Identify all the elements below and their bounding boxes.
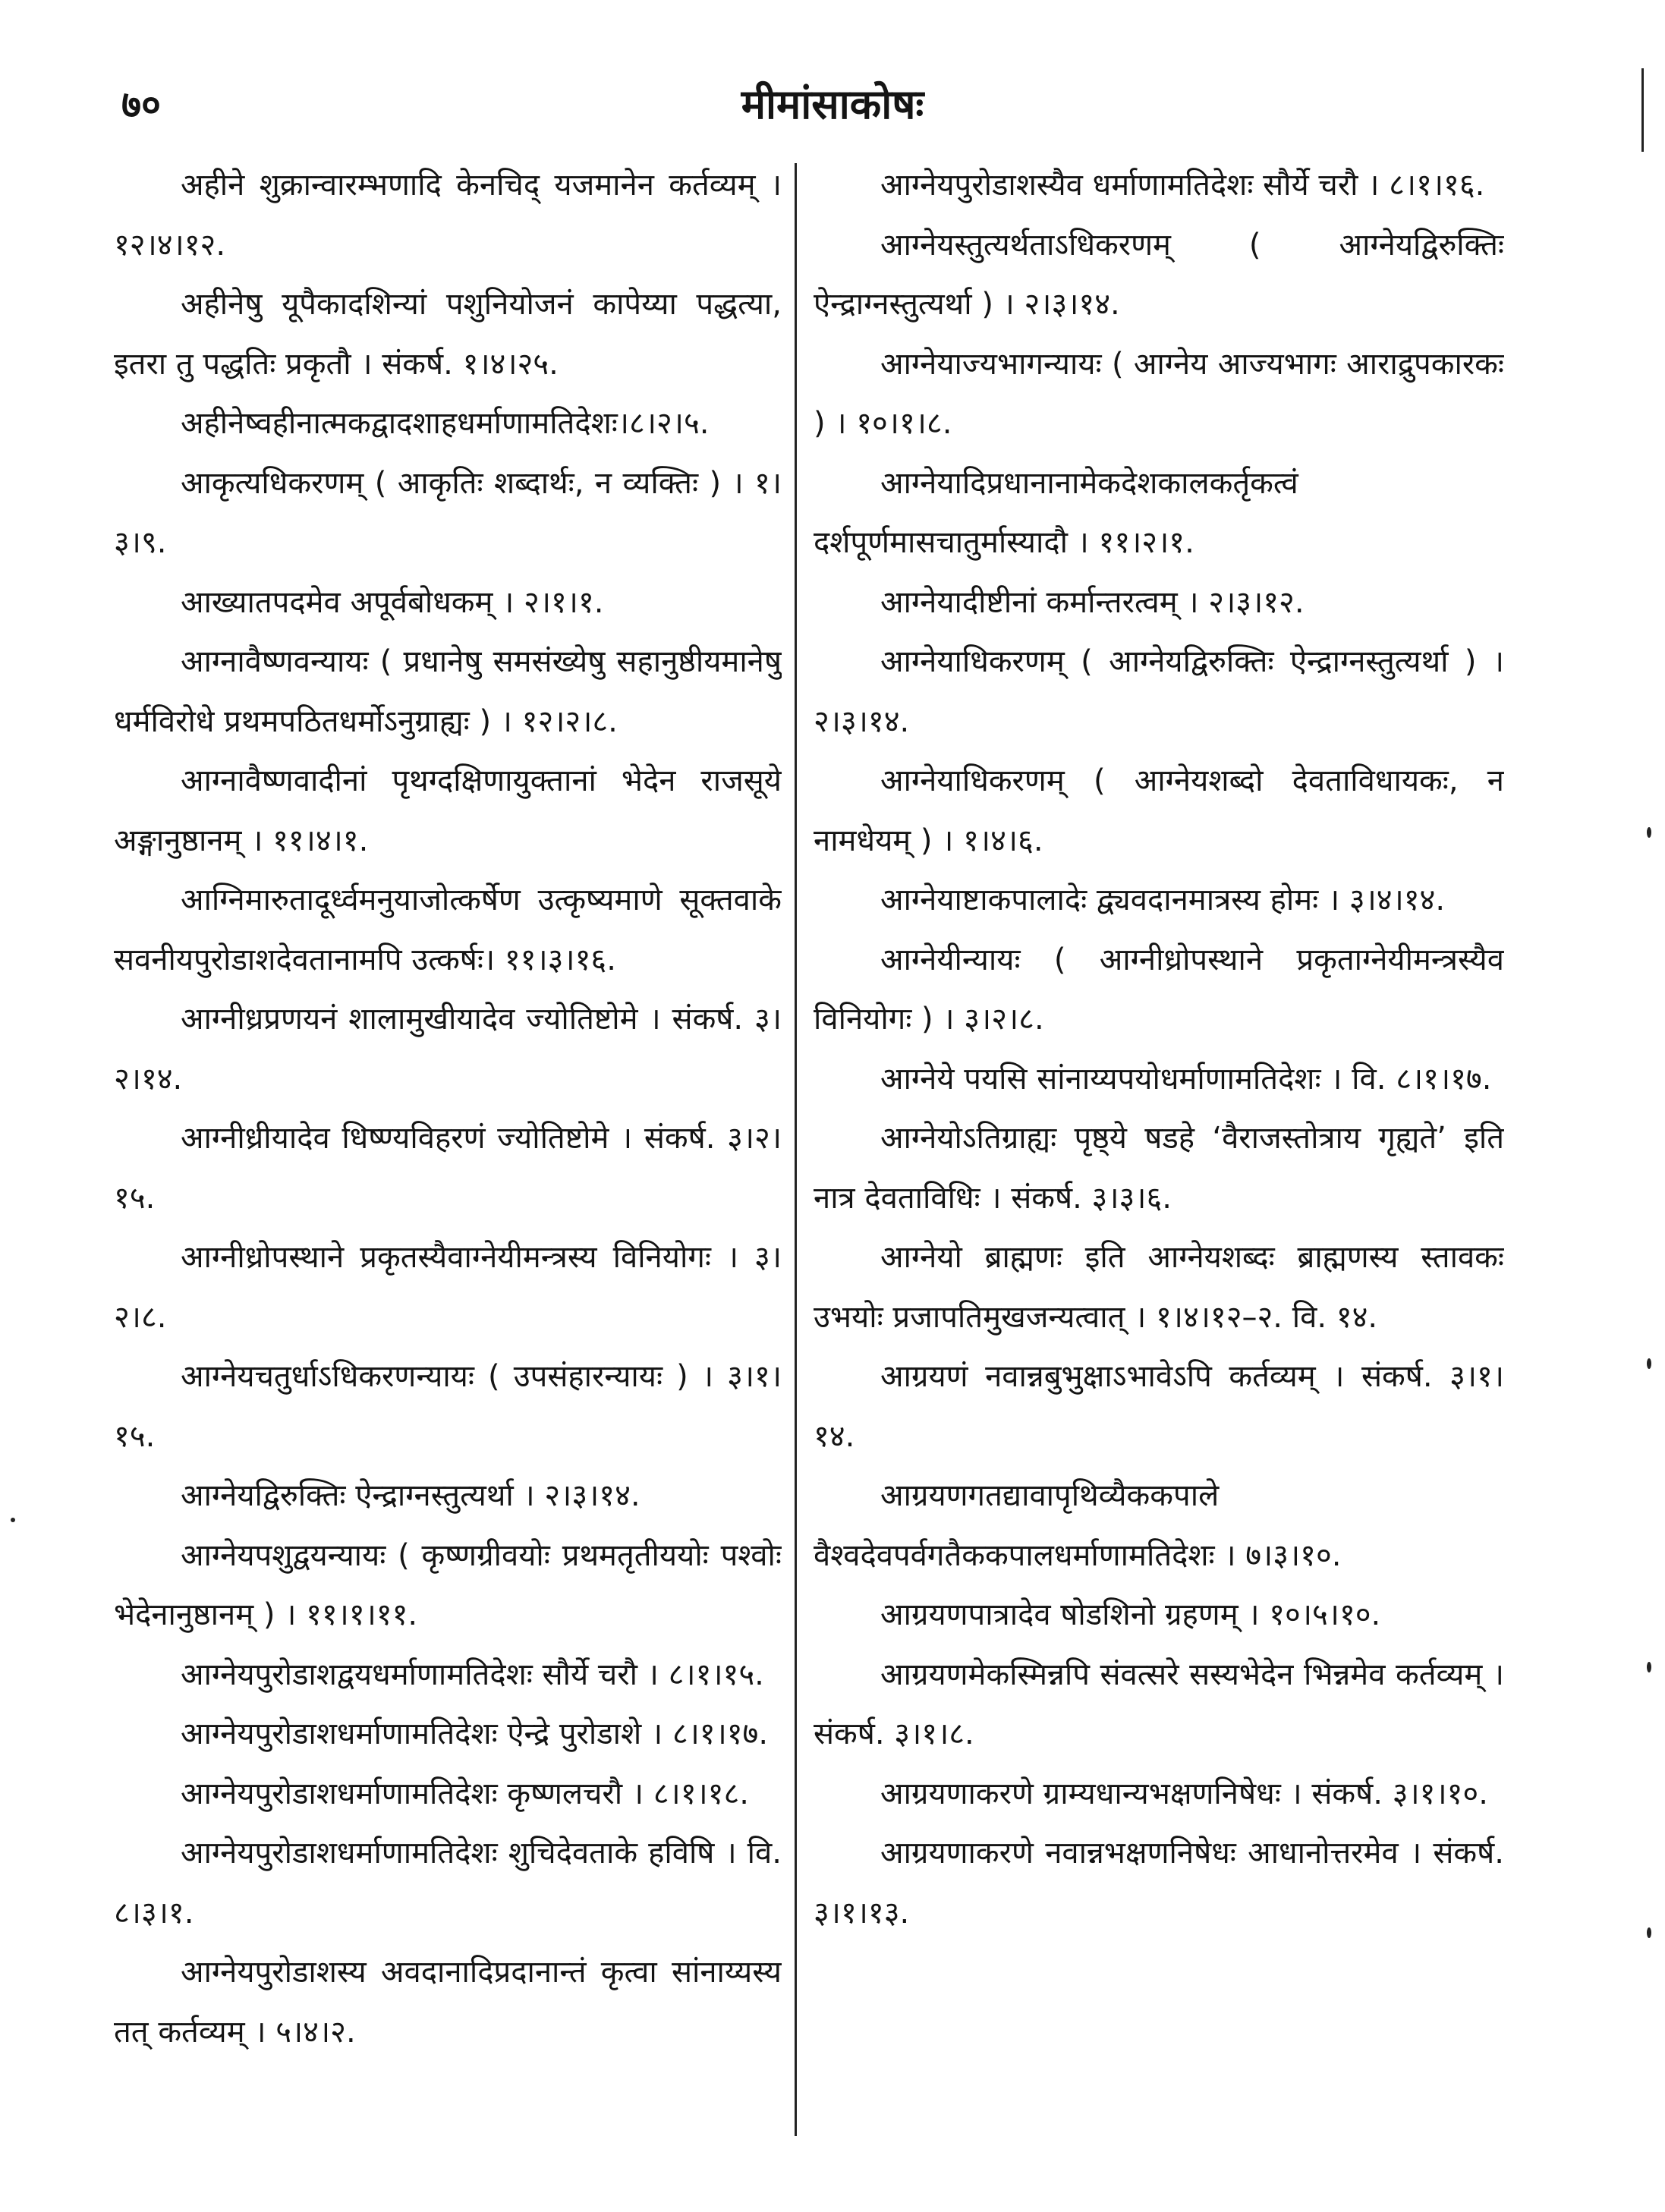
index-entry: आग्रयणमेकस्मिन्नपि संवत्सरे सस्यभेदेन भिन्नमेव कर्तव्यम् । संकर्ष. ३।१।८. <box>814 1657 1504 1751</box>
index-entry: अहीनेषु यूपैकादशिन्यां पशुनियोजनं कापेय्या पद्धत्या, इतरा तु पद्धतिः प्रकृतौ । संकर्ष. १।४।२५. <box>114 287 782 382</box>
index-entry: आग्नेयपुरोडाशधर्माणामतिदेशः शुचिदेवताके हविषि । वि. ८।३।१. <box>114 1836 782 1930</box>
index-entry: आग्नेयपुरोडाशधर्माणामतिदेशः कृष्णलचरौ । ८।१।१८. <box>181 1776 749 1811</box>
index-entry: आग्नेयस्तुत्यर्थताऽधिकरणम् ( आग्नेयद्विरुक्तिः ऐन्द्राग्नस्तुत्यर्था ) । २।३।१४. <box>814 227 1504 322</box>
index-entry: आग्निमारुतादूर्ध्वमनुयाजोत्कर्षेण उत्कृष्यमाणे सूक्तवाके सवनीयपुरोडाशदेवतानामपि उत्कर्षः। ११।३।१६. <box>114 883 782 977</box>
index-entry: आग्नेयादीष्टीनां कर्मान्तरत्वम् । २।३।१२. <box>880 584 1305 620</box>
left-column <box>114 156 782 2144</box>
scan-speck <box>1647 827 1651 838</box>
index-entry: आग्नेयपुरोडाशधर्माणामतिदेशः ऐन्द्रे पुरोडाशे । ८।१।१७. <box>181 1716 769 1751</box>
index-entry: आग्नेयीन्यायः ( आग्नीध्रोपस्थाने प्रकृताग्नेयीमन्त्रस्यैव विनियोगः ) । ३।२।८. <box>814 942 1504 1037</box>
index-entry: आग्नेयद्विरुक्तिः ऐन्द्राग्नस्तुत्यर्था । २।३।१४. <box>181 1478 641 1513</box>
index-entry: आग्नावैष्णवन्यायः ( प्रधानेषु समसंख्येषु सहानुष्ठीयमानेषु धर्मविरोधे प्रथमपठितधर्मोऽनुग्राह्यः ) । १२।२।८. <box>114 644 782 739</box>
scan-speck <box>1647 1927 1651 1938</box>
index-entry: आग्नेयपुरोडाशस्यैव धर्माणामतिदेशः सौर्ये चरौ । ८।१।१६. <box>880 168 1485 203</box>
index-entry: आग्नेयाधिकरणम् ( आग्नेयशब्दो देवताविधायकः, न नामधेयम् ) । १।४।६. <box>814 763 1504 858</box>
index-entry: आग्रयणाकरणे नवान्नभक्षणनिषेधः आधानोत्तरमेव । संकर्ष. ३।१।१३. <box>814 1836 1504 1930</box>
index-entry: अहीनेष्वहीनात्मकद्वादशाहधर्माणामतिदेशः।८।२।५. <box>181 406 710 441</box>
index-entry: आग्नेयो ब्राह्मणः इति आग्नेयशब्दः ब्राह्मणस्य स्तावकः उभयोः प्रजापतिमुखजन्यत्वात् । १।४।१२–२. वि. १४. <box>814 1240 1504 1335</box>
index-entry: आग्नेयाधिकरणम् ( आग्नेयद्विरुक्तिः ऐन्द्राग्नस्तुत्यर्था ) । २।३।१४. <box>814 644 1504 739</box>
running-head: मीमांसाकोषः <box>741 80 924 128</box>
index-entry: आग्नेयाज्यभागन्यायः ( आग्नेय आज्यभागः आराद्रुपकारकः ) । १०।१।८. <box>814 346 1504 441</box>
index-entry: आग्रयणपात्रादेव षोडशिनो ग्रहणम् । १०।५।१०. <box>880 1597 1381 1632</box>
index-entry: आग्नीध्रप्रणयनं शालामुखीयादेव ज्योतिष्टोमे । संकर्ष. ३।२।१४. <box>114 1002 782 1097</box>
index-entry: आग्नेयपुरोडाशस्य अवदानादिप्रदानान्तं कृत्वा सांनाय्यस्य तत् कर्तव्यम् । ५।४।२. <box>114 1955 782 2050</box>
index-entry: आग्नेयाष्टाकपालादेः द्व्यवदानमात्रस्य होमः । ३।४।१४. <box>880 883 1446 917</box>
index-entry: आग्रयणाकरणे ग्राम्यधान्यभक्षणनिषेधः । संकर्ष. ३।१।१०. <box>880 1776 1488 1811</box>
scan-speck <box>1647 1662 1651 1672</box>
scan-speck <box>1647 1358 1651 1369</box>
column-divider <box>795 163 797 2136</box>
index-entry: आग्नेयपशुद्वयन्यायः ( कृष्णग्रीवयोः प्रथमतृतीययोः पश्वोः भेदेनानुष्ठानम् ) । ११।१।११. <box>114 1537 782 1632</box>
index-entry: आग्नेये पयसि सांनाय्यपयोधर्माणामतिदेशः । वि. ८।१।१७. <box>880 1061 1492 1097</box>
index-entry: आग्नेयचतुर्धाऽधिकरणन्यायः ( उपसंहारन्यायः ) । ३।१।१५. <box>114 1359 782 1454</box>
page-number: ७० <box>121 83 161 127</box>
scan-speck <box>11 1518 15 1522</box>
index-entry: आकृत्यधिकरणम् ( आकृतिः शब्दार्थः, न व्यक्तिः ) । १।३।९. <box>114 465 782 560</box>
index-entry: आग्नीध्रीयादेव धिष्ण्यविहरणं ज्योतिष्टोमे । संकर्ष. ३।२।१५. <box>114 1121 782 1216</box>
index-entry: आग्नेयोऽतिग्राह्यः पृष्ठ्ये षडहे ‘वैराजस्तोत्राय गृह्यते’ इति नात्र देवताविधिः । संकर्ष. ३।३।६. <box>814 1121 1504 1216</box>
index-entry: आग्नेयादिप्रधानानामेकदेशकालकर्तृकत्वं दर्शपूर्णमासचातुर्मास्यादौ । ११।२।१. <box>814 465 1298 560</box>
index-entry: आख्यातपदमेव अपूर्वबोधकम् । २।१।१. <box>181 584 604 620</box>
index-entry: आग्नावैष्णवादीनां पृथग्दक्षिणायुक्तानां भेदेन राजसूये अङ्गानुष्ठानम् । ११।४।१. <box>114 763 782 858</box>
right-column <box>814 156 1504 2144</box>
index-entry: आग्नीध्रोपस्थाने प्रकृतस्यैवाग्नेयीमन्त्रस्य विनियोगः । ३।२।८. <box>114 1240 782 1335</box>
scan-edge-line <box>1641 68 1644 152</box>
index-entry: आग्रयणगतद्यावापृथिव्यैककपाले वैश्वदेवपर्वगतैककपालधर्माणामतिदेशः । ७।३।१०. <box>814 1478 1342 1573</box>
index-entry: अहीने शुक्रान्वारम्भणादि केनचिद् यजमानेन कर्तव्यम् । १२।४।१२. <box>114 168 782 263</box>
index-entry: आग्रयणं नवान्नबुभुक्षाऽभावेऽपि कर्तव्यम् । संकर्ष. ३।१।१४. <box>814 1359 1504 1454</box>
index-entry: आग्नेयपुरोडाशद्वयधर्माणामतिदेशः सौर्ये चरौ । ८।१।१५. <box>181 1657 764 1692</box>
